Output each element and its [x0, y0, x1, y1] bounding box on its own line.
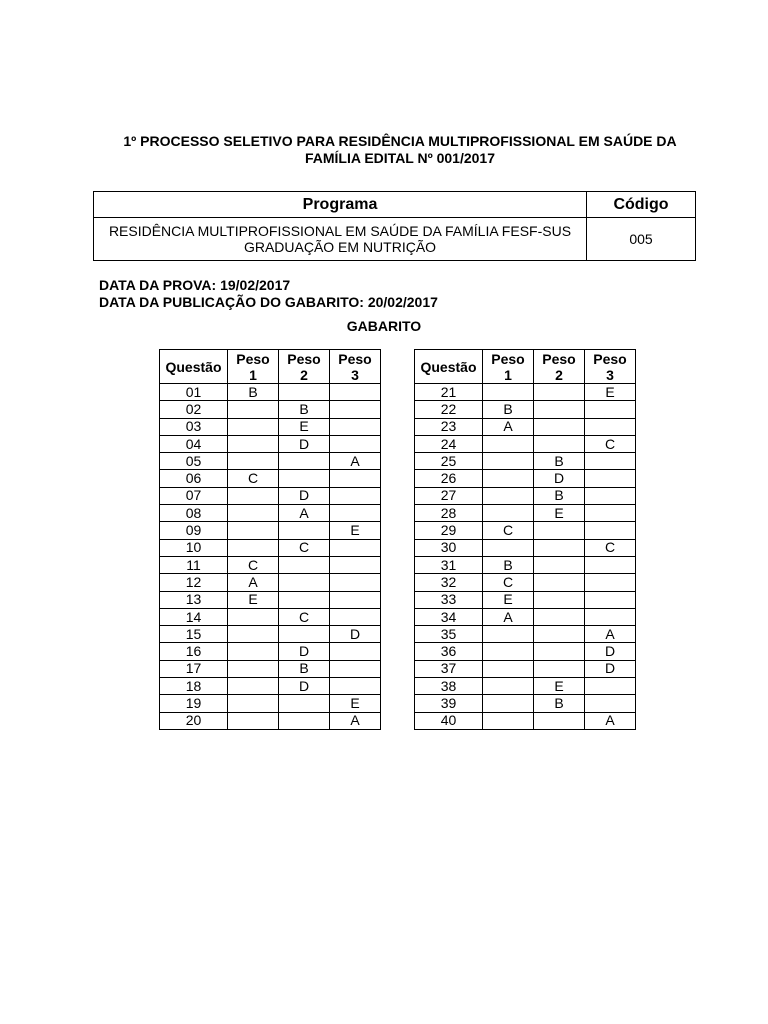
answer-cell-peso1: B	[483, 556, 534, 573]
answer-cell-peso3: E	[330, 522, 381, 539]
question-number-cell: 20	[160, 712, 228, 729]
answer-row	[415, 401, 636, 418]
peso3-header: Peso 3	[330, 350, 381, 384]
answer-cell-peso3	[585, 453, 636, 470]
question-number-cell: 12	[160, 574, 228, 591]
answer-cell-peso1	[228, 453, 279, 470]
answer-cell-peso2	[534, 643, 585, 660]
answer-row	[415, 643, 636, 660]
answer-cell-peso3: C	[585, 435, 636, 452]
exam-date-label: DATA DA PROVA:	[99, 277, 217, 293]
answer-row	[160, 487, 381, 504]
question-number-cell: 39	[415, 695, 483, 712]
question-number-cell: 18	[160, 678, 228, 695]
answer-cell-peso3: E	[330, 695, 381, 712]
answer-cell-peso1: B	[483, 401, 534, 418]
answer-row	[160, 418, 381, 435]
answer-row	[415, 626, 636, 643]
answer-cell-peso1	[483, 453, 534, 470]
publication-date-line	[99, 294, 438, 311]
answer-cell-peso3	[585, 522, 636, 539]
answer-cell-peso3	[330, 401, 381, 418]
answer-cell-peso3: A	[330, 712, 381, 729]
question-number-cell: 01	[160, 384, 228, 401]
question-number-cell: 24	[415, 435, 483, 452]
question-number-cell: 05	[160, 453, 228, 470]
answer-row	[415, 453, 636, 470]
answer-row	[160, 522, 381, 539]
answer-cell-peso2: C	[279, 539, 330, 556]
answer-cell-peso3	[585, 487, 636, 504]
answer-row	[415, 591, 636, 608]
answer-cell-peso3	[330, 384, 381, 401]
answer-cell-peso3	[330, 418, 381, 435]
answer-row	[160, 608, 381, 625]
answer-cell-peso3: D	[585, 643, 636, 660]
answer-cell-peso2	[534, 522, 585, 539]
question-number-cell: 38	[415, 678, 483, 695]
answer-cell-peso2	[279, 695, 330, 712]
answer-cell-peso2	[279, 626, 330, 643]
question-number-cell: 13	[160, 591, 228, 608]
answer-cell-peso2: D	[279, 678, 330, 695]
answer-cell-peso2	[534, 626, 585, 643]
answer-cell-peso3	[585, 470, 636, 487]
answer-row	[160, 435, 381, 452]
answer-cell-peso3	[585, 608, 636, 625]
answer-cell-peso1: B	[228, 384, 279, 401]
question-number-cell: 15	[160, 626, 228, 643]
answer-cell-peso3: A	[585, 712, 636, 729]
answer-cell-peso2: B	[534, 695, 585, 712]
answer-cell-peso3	[585, 418, 636, 435]
answer-cell-peso1: E	[483, 591, 534, 608]
question-number-cell: 23	[415, 418, 483, 435]
answer-cell-peso1	[483, 435, 534, 452]
question-number-cell: 04	[160, 435, 228, 452]
peso1-header: Peso 1	[228, 350, 279, 384]
answer-cell-peso3	[585, 695, 636, 712]
answer-cell-peso2	[534, 608, 585, 625]
question-number-cell: 33	[415, 591, 483, 608]
question-number-cell: 19	[160, 695, 228, 712]
exam-date-line	[99, 277, 438, 294]
answer-cell-peso2: D	[279, 435, 330, 452]
answer-cell-peso2: D	[279, 487, 330, 504]
program-table-header	[94, 192, 696, 218]
answer-cell-peso2: A	[279, 505, 330, 522]
question-number-cell: 06	[160, 470, 228, 487]
question-number-cell: 31	[415, 556, 483, 573]
question-number-cell: 37	[415, 660, 483, 677]
answer-cell-peso1: C	[228, 470, 279, 487]
answer-cell-peso1	[228, 505, 279, 522]
exam-date-value: 19/02/2017	[220, 277, 291, 293]
answer-cell-peso3	[330, 660, 381, 677]
answer-cell-peso3: C	[585, 539, 636, 556]
answer-cell-peso2	[534, 435, 585, 452]
answer-cell-peso3	[585, 574, 636, 591]
answer-cell-peso1: E	[228, 591, 279, 608]
answer-table-right	[414, 349, 636, 730]
answer-cell-peso1	[228, 418, 279, 435]
answer-row	[415, 435, 636, 452]
answer-cell-peso1	[228, 608, 279, 625]
peso3-header: Peso 3	[585, 350, 636, 384]
answer-cell-peso2	[534, 384, 585, 401]
program-name-line-1: RESIDÊNCIA MULTIPROFISSIONAL EM SAÚDE DA FAMÍLIA FESF-SUS	[108, 223, 572, 239]
answer-cell-peso1	[228, 678, 279, 695]
answer-cell-peso1	[228, 522, 279, 539]
answer-cell-peso3	[330, 591, 381, 608]
answer-row	[415, 574, 636, 591]
answer-cell-peso2: E	[534, 678, 585, 695]
questao-header: Questão	[160, 350, 228, 384]
answer-row	[415, 470, 636, 487]
answer-cell-peso1	[228, 695, 279, 712]
answer-cell-peso1	[483, 712, 534, 729]
answer-cell-peso2	[279, 384, 330, 401]
question-number-cell: 21	[415, 384, 483, 401]
answer-cell-peso2: B	[534, 453, 585, 470]
answer-cell-peso1	[483, 384, 534, 401]
answer-cell-peso1	[228, 539, 279, 556]
answer-row	[415, 539, 636, 556]
answer-row	[160, 643, 381, 660]
answer-table-left	[159, 349, 381, 730]
answer-cell-peso1	[483, 643, 534, 660]
answer-row	[415, 522, 636, 539]
answer-cell-peso2	[279, 591, 330, 608]
answer-row	[160, 678, 381, 695]
program-name-cell	[94, 218, 587, 261]
answer-row	[415, 505, 636, 522]
answer-cell-peso3	[330, 574, 381, 591]
answer-cell-peso3	[585, 591, 636, 608]
answer-cell-peso3: A	[330, 453, 381, 470]
answer-cell-peso2: E	[279, 418, 330, 435]
answer-cell-peso3: D	[585, 660, 636, 677]
answer-cell-peso2	[279, 470, 330, 487]
code-column-header: Código	[587, 192, 696, 218]
answer-cell-peso2: D	[534, 470, 585, 487]
answer-cell-peso1	[228, 401, 279, 418]
answer-cell-peso3: D	[330, 626, 381, 643]
answer-cell-peso2	[534, 556, 585, 573]
dates-block	[99, 277, 438, 311]
answer-row	[160, 470, 381, 487]
answer-cell-peso2	[279, 712, 330, 729]
program-code-cell: 005	[587, 218, 696, 261]
answer-cell-peso2: E	[534, 505, 585, 522]
peso2-header: Peso 2	[279, 350, 330, 384]
answer-cell-peso1	[483, 539, 534, 556]
answer-row	[415, 678, 636, 695]
answer-table-header	[415, 350, 636, 384]
answer-cell-peso3	[585, 678, 636, 695]
answer-cell-peso3	[330, 435, 381, 452]
question-number-cell: 27	[415, 487, 483, 504]
answer-cell-peso2: D	[279, 643, 330, 660]
publication-date-label: DATA DA PUBLICAÇÃO DO GABARITO:	[99, 294, 364, 310]
question-number-cell: 28	[415, 505, 483, 522]
answer-cell-peso3	[330, 678, 381, 695]
answer-cell-peso1: C	[483, 522, 534, 539]
answer-cell-peso3	[330, 539, 381, 556]
title-line-2: FAMÍLIA EDITAL Nº 001/2017	[304, 150, 496, 166]
answer-cell-peso2	[534, 574, 585, 591]
answer-cell-peso1: A	[228, 574, 279, 591]
answer-cell-peso2	[279, 522, 330, 539]
answer-cell-peso3: A	[585, 626, 636, 643]
answer-row	[160, 453, 381, 470]
answer-cell-peso1	[483, 660, 534, 677]
program-name-line-2: GRADUAÇÃO EM NUTRIÇÃO	[243, 239, 437, 255]
answer-cell-peso1	[228, 643, 279, 660]
title-line-1: 1º PROCESSO SELETIVO PARA RESIDÊNCIA MULTIPROFISSIONAL EM SAÚDE DA	[123, 133, 677, 149]
question-number-cell: 29	[415, 522, 483, 539]
question-number-cell: 25	[415, 453, 483, 470]
answer-row	[160, 505, 381, 522]
answer-cell-peso1	[483, 678, 534, 695]
answer-cell-peso2	[534, 539, 585, 556]
answer-cell-peso2	[534, 401, 585, 418]
answer-cell-peso1	[228, 487, 279, 504]
answer-cell-peso2: B	[534, 487, 585, 504]
question-number-cell: 09	[160, 522, 228, 539]
question-number-cell: 03	[160, 418, 228, 435]
answer-cell-peso2	[534, 418, 585, 435]
answer-cell-peso2	[534, 591, 585, 608]
program-table-row	[94, 218, 696, 261]
answer-cell-peso1: A	[483, 418, 534, 435]
answer-cell-peso3	[585, 556, 636, 573]
question-number-cell: 36	[415, 643, 483, 660]
answer-cell-peso2: C	[279, 608, 330, 625]
answer-cell-peso1	[483, 695, 534, 712]
answer-cell-peso1	[228, 712, 279, 729]
peso1-header: Peso 1	[483, 350, 534, 384]
answer-cell-peso1	[483, 505, 534, 522]
questao-header: Questão	[415, 350, 483, 384]
answer-cell-peso1	[228, 626, 279, 643]
answer-row	[160, 574, 381, 591]
answer-row	[415, 608, 636, 625]
question-number-cell: 30	[415, 539, 483, 556]
answer-cell-peso2	[534, 660, 585, 677]
answer-cell-peso3	[585, 505, 636, 522]
answer-cell-peso2	[279, 574, 330, 591]
answer-row	[415, 695, 636, 712]
answer-row	[415, 556, 636, 573]
question-number-cell: 16	[160, 643, 228, 660]
answer-row	[160, 556, 381, 573]
answer-cell-peso1	[483, 487, 534, 504]
question-number-cell: 17	[160, 660, 228, 677]
answer-cell-peso1: A	[483, 608, 534, 625]
answer-row	[415, 487, 636, 504]
answer-cell-peso3	[330, 470, 381, 487]
answer-row	[160, 384, 381, 401]
question-number-cell: 22	[415, 401, 483, 418]
question-number-cell: 26	[415, 470, 483, 487]
answer-cell-peso1	[483, 470, 534, 487]
answer-cell-peso1	[483, 626, 534, 643]
answer-row	[160, 660, 381, 677]
answer-row	[160, 712, 381, 729]
answer-cell-peso2: B	[279, 660, 330, 677]
answer-cell-peso3: E	[585, 384, 636, 401]
answer-cell-peso3	[585, 401, 636, 418]
peso2-header: Peso 2	[534, 350, 585, 384]
question-number-cell: 34	[415, 608, 483, 625]
answer-cell-peso3	[330, 643, 381, 660]
program-column-header: Programa	[94, 192, 587, 218]
answer-row	[160, 591, 381, 608]
question-number-cell: 02	[160, 401, 228, 418]
program-table	[93, 191, 696, 261]
answer-row	[415, 384, 636, 401]
question-number-cell: 32	[415, 574, 483, 591]
answer-row	[160, 401, 381, 418]
answer-row	[415, 660, 636, 677]
publication-date-value: 20/02/2017	[367, 294, 438, 310]
answer-cell-peso2	[534, 712, 585, 729]
document-title	[80, 133, 720, 167]
answer-cell-peso2	[279, 556, 330, 573]
gabarito-title: GABARITO	[346, 318, 422, 334]
answer-row	[160, 539, 381, 556]
answer-row	[415, 712, 636, 729]
question-number-cell: 14	[160, 608, 228, 625]
answer-cell-peso3	[330, 556, 381, 573]
answer-cell-peso3	[330, 487, 381, 504]
answer-cell-peso1: C	[483, 574, 534, 591]
answer-row	[160, 695, 381, 712]
answer-table-header	[160, 350, 381, 384]
question-number-cell: 35	[415, 626, 483, 643]
question-number-cell: 40	[415, 712, 483, 729]
question-number-cell: 11	[160, 556, 228, 573]
answer-cell-peso1	[228, 660, 279, 677]
question-number-cell: 07	[160, 487, 228, 504]
answer-cell-peso2	[279, 453, 330, 470]
answer-cell-peso3	[330, 608, 381, 625]
answer-cell-peso1: C	[228, 556, 279, 573]
question-number-cell: 08	[160, 505, 228, 522]
answer-cell-peso3	[330, 505, 381, 522]
answer-cell-peso1	[228, 435, 279, 452]
answer-row	[160, 626, 381, 643]
answer-cell-peso2: B	[279, 401, 330, 418]
question-number-cell: 10	[160, 539, 228, 556]
answer-row	[415, 418, 636, 435]
